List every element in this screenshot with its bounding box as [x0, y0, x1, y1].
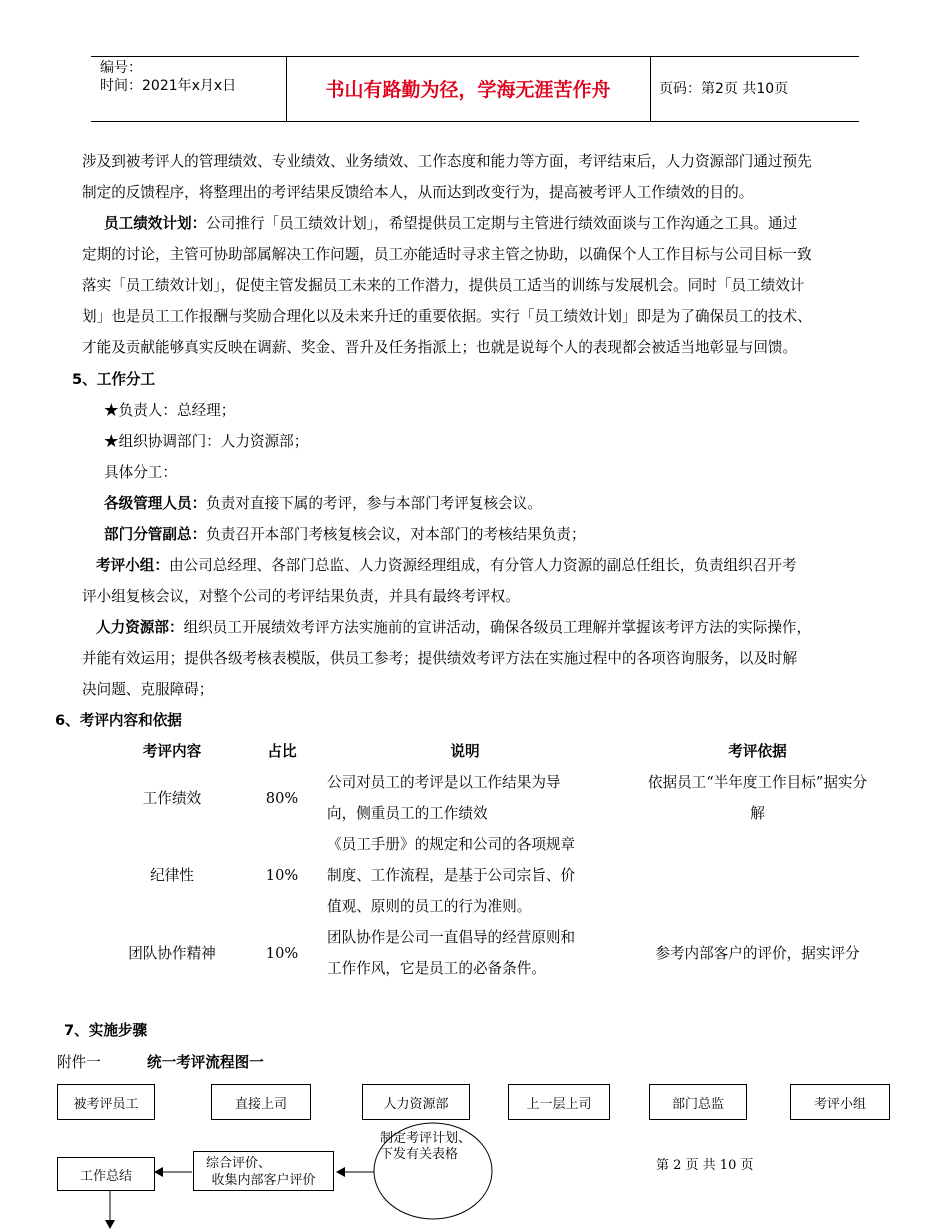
- attachment-label: 附件一: [57, 1054, 101, 1071]
- performance-plan-text-1: 公司推行「员工绩效计划」，希望提供员工定期与主管进行绩效面谈与工作沟通之工具。通过: [206, 215, 798, 232]
- table-row-2-desc-3: 值观、原则的员工的行为准则。: [327, 898, 532, 915]
- performance-plan-title: 员工绩效计划：: [104, 215, 207, 232]
- section-5-title: 5、工作分工: [72, 371, 156, 388]
- lane-upper-supervisor: 上一层上司: [508, 1084, 610, 1120]
- detail-label: 具体分工：: [104, 464, 177, 481]
- plan-label-line-1: 制定考评计划、: [380, 1131, 472, 1146]
- table-row-3-ratio: 10%: [265, 945, 299, 962]
- table-row-1-item: 工作绩效: [142, 790, 202, 807]
- table-header-desc: 说明: [450, 743, 480, 760]
- team-line-2: 评小组复核会议，对整个公司的考评结果负责，并具有最终考评权。: [82, 588, 520, 605]
- evaluate-box: [193, 1151, 334, 1191]
- team-text-1: 由公司总经理、各部门总监、人力资源经理组成，有分管人力资源的副总任组长，负责组织召开考: [168, 557, 797, 574]
- managers-title: 各级管理人员：: [104, 495, 207, 512]
- vp-text: 负责召开本部门考核复核会议，对本部门的考核结果负责；: [206, 526, 586, 543]
- hr-line-2: 并能有效运用；提供各级考核表模版，供员工参考；提供绩效考评方法在实施过程中的各项咨询服务，以及时解: [82, 650, 798, 667]
- lane-evaluation-team: 考评小组: [790, 1084, 890, 1120]
- plan-label-line-2: 下发有关表格: [380, 1147, 459, 1162]
- table-row-2-desc-2: 制度、工作流程，是基于公司宗旨、价: [327, 867, 576, 884]
- lane-direct-supervisor: 直接上司: [211, 1084, 311, 1120]
- lane-employee: 被考评员工: [57, 1084, 155, 1120]
- evaluate-box-line-2: 收集内部客户评价: [211, 1173, 316, 1188]
- header-code-label: 编号：: [100, 60, 142, 76]
- arrowhead-evaluate-to-summary: [154, 1167, 163, 1177]
- attachment-title: 统一考评流程图一: [147, 1054, 264, 1071]
- work-summary-box: 工作总结: [57, 1157, 155, 1191]
- managers-text: 负责对直接下属的考评，参与本部门考评复核会议。: [206, 495, 542, 512]
- table-row-1-desc-2: 向，侧重员工的工作绩效: [327, 805, 488, 822]
- lane-department-director: 部门总监: [649, 1084, 747, 1120]
- section-6-title: 6、考评内容和依据: [55, 712, 182, 729]
- table-row-2-ratio: 10%: [265, 867, 299, 884]
- vp-title: 部门分管副总：: [104, 526, 207, 543]
- table-row-1-basis-2: 解: [750, 805, 765, 822]
- footer-page-number: 第 2 页 共 10 页: [656, 1158, 754, 1173]
- table-row-3-desc-2: 工作作风，它是员工的必备条件。: [327, 960, 546, 977]
- table-row-3-desc-1: 团队协作是公司一直倡导的经营原则和: [327, 929, 576, 946]
- hr-text-1: 组织员工开展绩效考评方法实施前的宣讲活动，确保各级员工理解并掌握该考评方法的实际操作，: [183, 619, 812, 636]
- arrowhead-summary-down: [105, 1220, 115, 1229]
- table-row-1-ratio: 80%: [265, 790, 299, 807]
- arrowhead-plan-to-evaluate: [336, 1167, 345, 1177]
- responsible-line: ★负责人：总经理；: [104, 402, 236, 419]
- team-title: 考评小组：: [96, 557, 169, 574]
- header-motto: 书山有路勤为径，学海无涯苦作舟: [325, 79, 611, 101]
- table-header-item: 考评内容: [142, 743, 202, 760]
- table-row-1-basis-1: 依据员工“半年度工作目标”据实分: [647, 774, 868, 791]
- table-row-3-item: 团队协作精神: [128, 945, 216, 962]
- table-row-3-basis-1: 参考内部客户的评价，据实评分: [655, 945, 860, 962]
- table-header-ratio: 占比: [267, 743, 297, 760]
- table-row-1-desc-1: 公司对员工的考评是以工作结果为导: [327, 774, 561, 791]
- performance-plan-line-5: 才能及贡献能够真实反映在调薪、奖金、晋升及任务指派上；也就是说每个人的表现都会被适当地彰显与回馈。: [82, 339, 798, 356]
- plan-ellipse-label: [380, 1131, 471, 1163]
- lane-hr-department: 人力资源部: [362, 1084, 470, 1120]
- performance-plan-line-4: 划」也是员工工作报酬与奖励合理化以及未来升迁的重要依据。实行「员工绩效计划」即是为了确保员工的技术、: [82, 308, 812, 325]
- table-header-basis: 考评依据: [728, 743, 787, 760]
- coordinator-line: ★组织协调部门：人力资源部；: [104, 433, 309, 450]
- intro-line-2: 制定的反馈程序，将整理出的考评结果反馈给本人，从而达到改变行为，提高被考评人工作绩效的目的。: [82, 184, 754, 201]
- hr-title: 人力资源部：: [96, 619, 184, 636]
- header-page-info: 页码：第2页 共10页: [659, 81, 789, 97]
- hr-line-3: 决问题、克服障碍；: [82, 681, 214, 698]
- evaluate-box-line-1: 综合评价、: [206, 1156, 272, 1171]
- intro-line-1: 涉及到被考评人的管理绩效、专业绩效、业务绩效、工作态度和能力等方面，考评结束后，人力资源部门通过预先: [82, 153, 812, 170]
- performance-plan-line-3: 落实「员工绩效计划」，促使主管发掘员工未来的工作潜力，提供员工适当的训练与发展机会。同时「员工绩效计: [82, 277, 805, 294]
- header-time-label: 时间：2021年x月x日: [100, 78, 237, 94]
- section-7-title: 7、实施步骤: [64, 1022, 148, 1039]
- table-row-2-item: 纪律性: [150, 867, 194, 884]
- table-row-2-desc-1: 《员工手册》的规定和公司的各项规章: [327, 836, 576, 853]
- performance-plan-line-2: 定期的讨论，主管可协助部属解决工作问题，员工亦能适时寻求主管之协助，以确保个人工作目标与公司目标一致: [82, 246, 812, 263]
